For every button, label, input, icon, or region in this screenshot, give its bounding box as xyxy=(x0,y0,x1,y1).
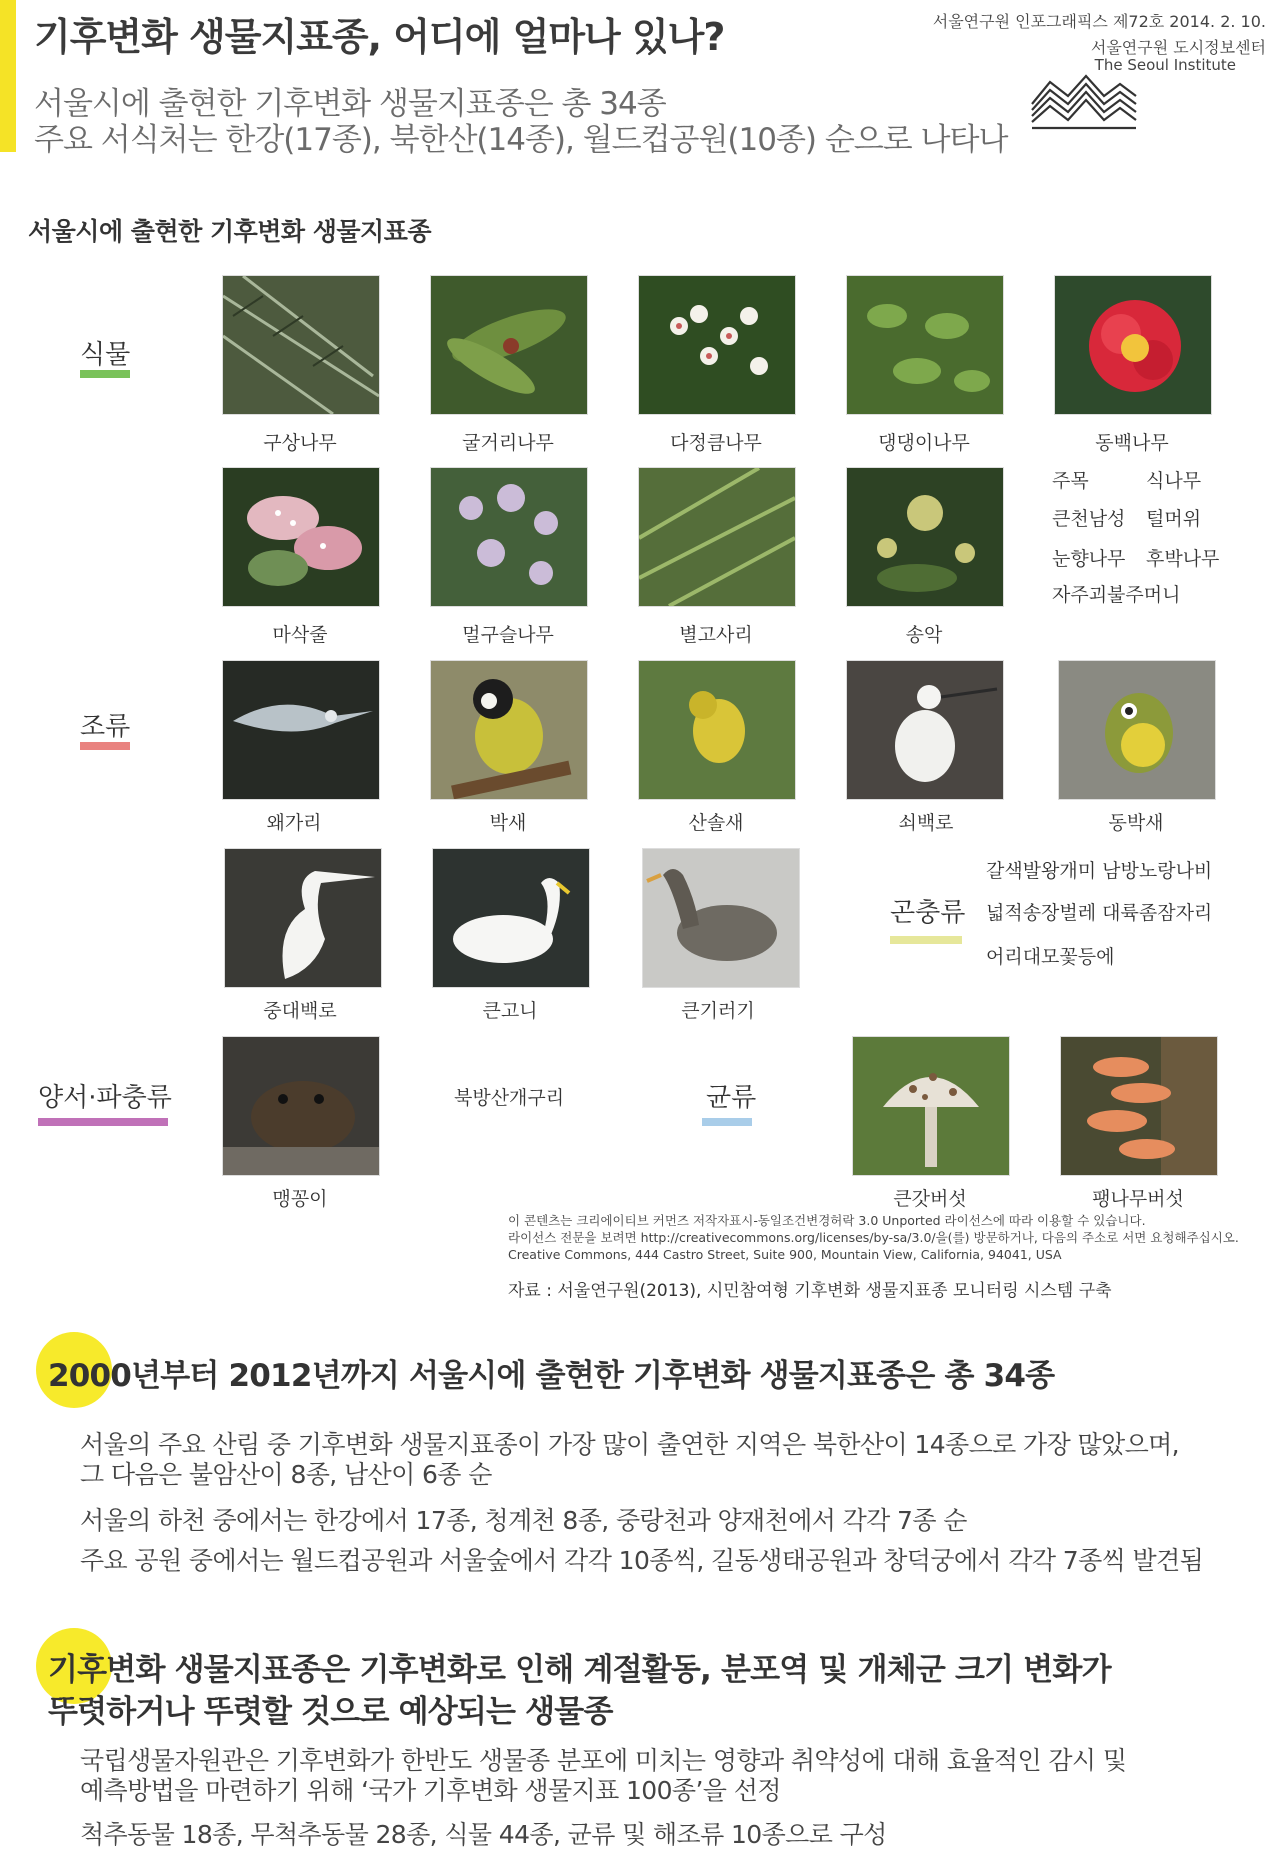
block1-paragraph-2: 서울의 하천 중에서는 한강에서 17종, 청계천 8종, 중랑천과 양재천에서 각각 7종 순 xyxy=(80,1506,967,1535)
photo-soebaekro xyxy=(846,660,1004,800)
plant-label-6: 마삭줄 xyxy=(272,624,328,646)
plant-text-item: 눈향나무 xyxy=(1052,548,1126,570)
photo-masakjul xyxy=(222,467,380,607)
license-line-3: Creative Commons, 444 Castro Street, Suite 900, Mountain View, California, 94041, USA xyxy=(508,1247,1062,1262)
plant-text-item: 큰천남성 xyxy=(1052,508,1126,530)
plant-label-8: 별고사리 xyxy=(679,624,753,646)
source-citation: 자료 : 서울연구원(2013), 시민참여형 기후변화 생물지표종 모니터링 시스템 구축 xyxy=(508,1281,1112,1301)
org-name-english: The Seoul Institute xyxy=(1094,56,1236,74)
category-underline-amphibians xyxy=(38,1118,168,1126)
photo-keungat-beoseot xyxy=(852,1036,1010,1176)
photo-waegari xyxy=(222,660,380,800)
bird-label-2: 박새 xyxy=(489,812,527,834)
photo-paengnamu-beoseot xyxy=(1060,1036,1218,1176)
block2-paragraph-1b: 예측방법을 마련하기 위해 ‘국가 기후변화 생물지표 100종’을 선정 xyxy=(80,1776,781,1805)
category-label-insects: 곤충류 xyxy=(890,898,966,928)
bird-label-6: 중대백로 xyxy=(263,1000,337,1022)
insect-line-1: 갈색발왕개미 남방노랑나비 xyxy=(986,860,1213,882)
block2-heading-line-2: 뚜렷하거나 뚜렷할 것으로 예상되는 생물종 xyxy=(48,1694,613,1730)
insect-line-3: 어리대모꽃등에 xyxy=(986,946,1115,968)
category-label-birds: 조류 xyxy=(80,712,131,742)
photo-byeolgosari xyxy=(638,467,796,607)
amphibian-text-item: 북방산개구리 xyxy=(454,1087,565,1109)
accent-bar xyxy=(0,0,16,152)
photo-dajeongkeum-namu xyxy=(638,275,796,415)
block1-paragraph-3: 주요 공원 중에서는 월드컵공원과 서울숲에서 각각 10종씩, 길동생태공원과 창덕궁에서 각각 7종씩 발견됨 xyxy=(80,1546,1204,1575)
plant-text-item: 후박나무 xyxy=(1146,548,1220,570)
license-line-2: 라이선스 전문을 보려면 http://creativecommons.org/licenses/by-sa/3.0/을(를) 방문하거나, 다음의 주소로 서면 요청해주십시오. xyxy=(508,1230,1239,1245)
category-underline-plants xyxy=(80,370,130,378)
photo-gulgeori-namu xyxy=(430,275,588,415)
plant-label-3: 다정큼나무 xyxy=(670,432,762,454)
license-notice xyxy=(508,1212,1239,1263)
plant-label-2: 굴거리나무 xyxy=(462,432,554,454)
plant-text-item: 주목 xyxy=(1052,470,1089,492)
plant-label-7: 멀구슬나무 xyxy=(462,624,554,646)
bird-label-8: 큰기러기 xyxy=(681,1000,755,1022)
category-label-amphibians: 양서·파충류 xyxy=(38,1083,172,1113)
block2-paragraph-1a: 국립생물자원관은 기후변화가 한반도 생물종 분포에 미치는 영향과 취약성에 대해 효율적인 감시 및 xyxy=(80,1746,1127,1775)
bird-label-5: 동박새 xyxy=(1108,812,1164,834)
plant-label-9: 송악 xyxy=(905,624,943,646)
page-title: 기후변화 생물지표종, 어디에 얼마나 있나? xyxy=(34,15,725,59)
section-title: 서울시에 출현한 기후변화 생물지표종 xyxy=(28,217,432,246)
category-label-plants: 식물 xyxy=(80,340,131,370)
series-info: 서울연구원 인포그래픽스 제72호 2014. 2. 10. xyxy=(932,12,1266,31)
plant-label-5: 동백나무 xyxy=(1095,432,1169,454)
subtitle-line-2: 주요 서식처는 한강(17종), 북한산(14종), 월드컵공원(10종) 순으로 나타나 xyxy=(34,122,1008,158)
category-label-fungi: 균류 xyxy=(706,1083,757,1113)
bird-label-1: 왜가리 xyxy=(266,812,322,834)
plant-text-item: 털머위 xyxy=(1146,508,1202,530)
plant-label-1: 구상나무 xyxy=(263,432,337,454)
photo-baksae xyxy=(430,660,588,800)
bird-label-7: 큰고니 xyxy=(482,1000,538,1022)
org-name-korean: 서울연구원 도시정보센터 xyxy=(1090,38,1266,57)
photo-jungdaebaekro xyxy=(224,848,382,988)
photo-sansolsae xyxy=(638,660,796,800)
license-line-1: 이 콘텐츠는 크리에이티브 커먼즈 저작자표시-동일조건변경허락 3.0 Unported 라이선스에 따라 이용할 수 있습니다. xyxy=(508,1213,1146,1228)
bird-label-4: 쇠백로 xyxy=(898,812,954,834)
category-underline-birds xyxy=(80,742,130,750)
insect-line-2: 넓적송장벌레 대륙좀잠자리 xyxy=(986,902,1213,924)
block1-heading: 2000년부터 2012년까지 서울시에 출현한 기후변화 생물지표종은 총 34종 xyxy=(48,1358,1055,1394)
plant-text-item: 식나무 xyxy=(1146,470,1202,492)
photo-keungoni xyxy=(432,848,590,988)
photo-daengdaengi-namu xyxy=(846,275,1004,415)
block1-paragraph-1b: 그 다음은 불암산이 8종, 남산이 6종 순 xyxy=(80,1460,492,1489)
photo-gusang-namu xyxy=(222,275,380,415)
fungi-label-2: 팽나무버섯 xyxy=(1092,1188,1184,1210)
photo-meolguseul-namu xyxy=(430,467,588,607)
photo-maengkkongi xyxy=(222,1036,380,1176)
photo-dongbaksae xyxy=(1058,660,1216,800)
photo-songak xyxy=(846,467,1004,607)
plant-label-4: 댕댕이나무 xyxy=(878,432,970,454)
fungi-label-1: 큰갓버섯 xyxy=(893,1188,967,1210)
block2-paragraph-2: 척추동물 18종, 무척추동물 28종, 식물 44종, 균류 및 해조류 10종으로 구성 xyxy=(80,1820,887,1849)
photo-keungireogi xyxy=(642,848,800,988)
category-underline-fungi xyxy=(702,1118,752,1126)
block1-paragraph-1a: 서울의 주요 산림 중 기후변화 생물지표종이 가장 많이 출연한 지역은 북한산이 14종으로 가장 많았으며, xyxy=(80,1430,1180,1459)
block2-heading-line-1: 기후변화 생물지표종은 기후변화로 인해 계절활동, 분포역 및 개체군 크기 변화가 xyxy=(48,1652,1111,1688)
amphibian-label: 맹꽁이 xyxy=(272,1188,328,1210)
subtitle-line-1: 서울시에 출현한 기후변화 생물지표종은 총 34종 xyxy=(34,86,666,122)
seoul-institute-logo xyxy=(1028,66,1140,130)
category-underline-insects xyxy=(890,936,962,944)
plant-text-item: 자주괴불주머니 xyxy=(1052,584,1181,606)
bird-label-3: 산솔새 xyxy=(688,812,744,834)
photo-dongbaek-namu xyxy=(1054,275,1212,415)
